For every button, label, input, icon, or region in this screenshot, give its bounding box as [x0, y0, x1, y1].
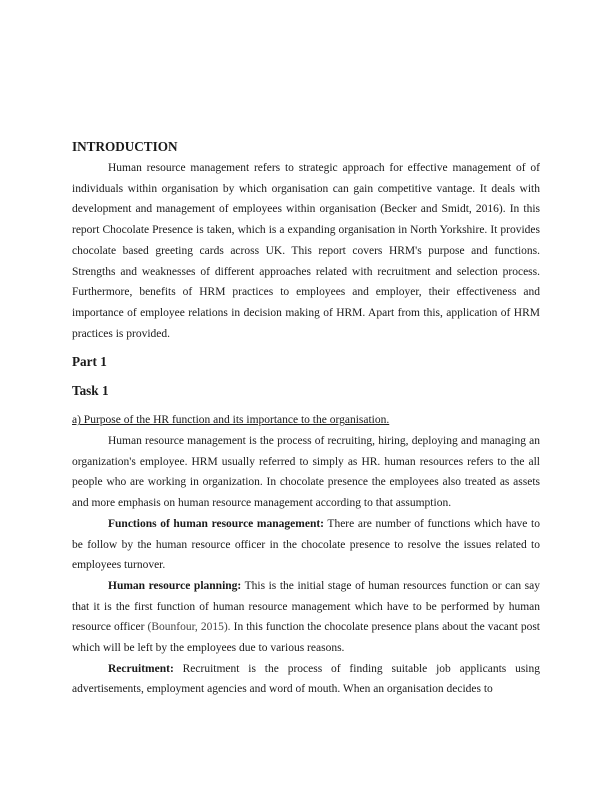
document-body: [72, 138, 540, 700]
planning-paragraph: [72, 576, 540, 659]
recruitment-paragraph: [72, 659, 540, 700]
planning-text-before: This is the initial stage of human resources function or can say that it is the first function of human resource management which have to be performed by human resource officer: [72, 579, 540, 634]
functions-text: There are number of functions which have to be follow by the human resource officer in the chocolate presence to resolve the issues related to employees turnover.: [72, 517, 540, 572]
functions-label: Functions of human resource management:: [108, 517, 324, 530]
recruitment-label: Recruitment:: [108, 662, 174, 675]
introduction-heading: INTRODUCTION: [72, 139, 178, 154]
task-heading: Task 1: [72, 383, 109, 399]
functions-paragraph: [72, 514, 540, 576]
part-heading: Part 1: [72, 354, 107, 370]
planning-citation: (Bounfour, 2015).: [147, 621, 231, 634]
section-a-title: a) Purpose of the HR function and its importance to the organisation.: [72, 414, 390, 427]
planning-text-after: In this function the chocolate presence plans about the vacant post which will be left by the employees due to various reasons.: [72, 621, 540, 655]
recruitment-text: Recruitment is the process of finding suitable job applicants using advertisements, employment agencies and word of mouth. When an organisation decides to: [72, 662, 540, 696]
intro-paragraph: Human resource management refers to strategic approach for effective management of of individuals within organisation by which organisation can gain competitive vantage. It deals with development and management of employees within organisation (Becker and Smidt, 2016). In this report Chocolate Presence is taken, which is a expanding organisation in North Yorkshire. It provides chocolate based greeting cards across UK. This report covers HRM's purpose and functions. Strengths and weaknesses of different approaches related with recruitment and selection process. Furthermore, benefits of HRM practices to employees and employer, their effectiveness and importance of employee relations in decision making of HRM. Apart from this, application of HRM practices is provided.: [72, 162, 540, 340]
hrm-paragraph: Human resource management is the process of recruiting, hiring, deploying and managing an organization's employee. HRM usually referred to simply as HR. human resources refers to the all people who are working in organization. In chocolate presence the employees also treated as assets and more emphasis on human resource management according to that assumption.: [72, 435, 540, 510]
planning-label: Human resource planning:: [108, 579, 242, 592]
